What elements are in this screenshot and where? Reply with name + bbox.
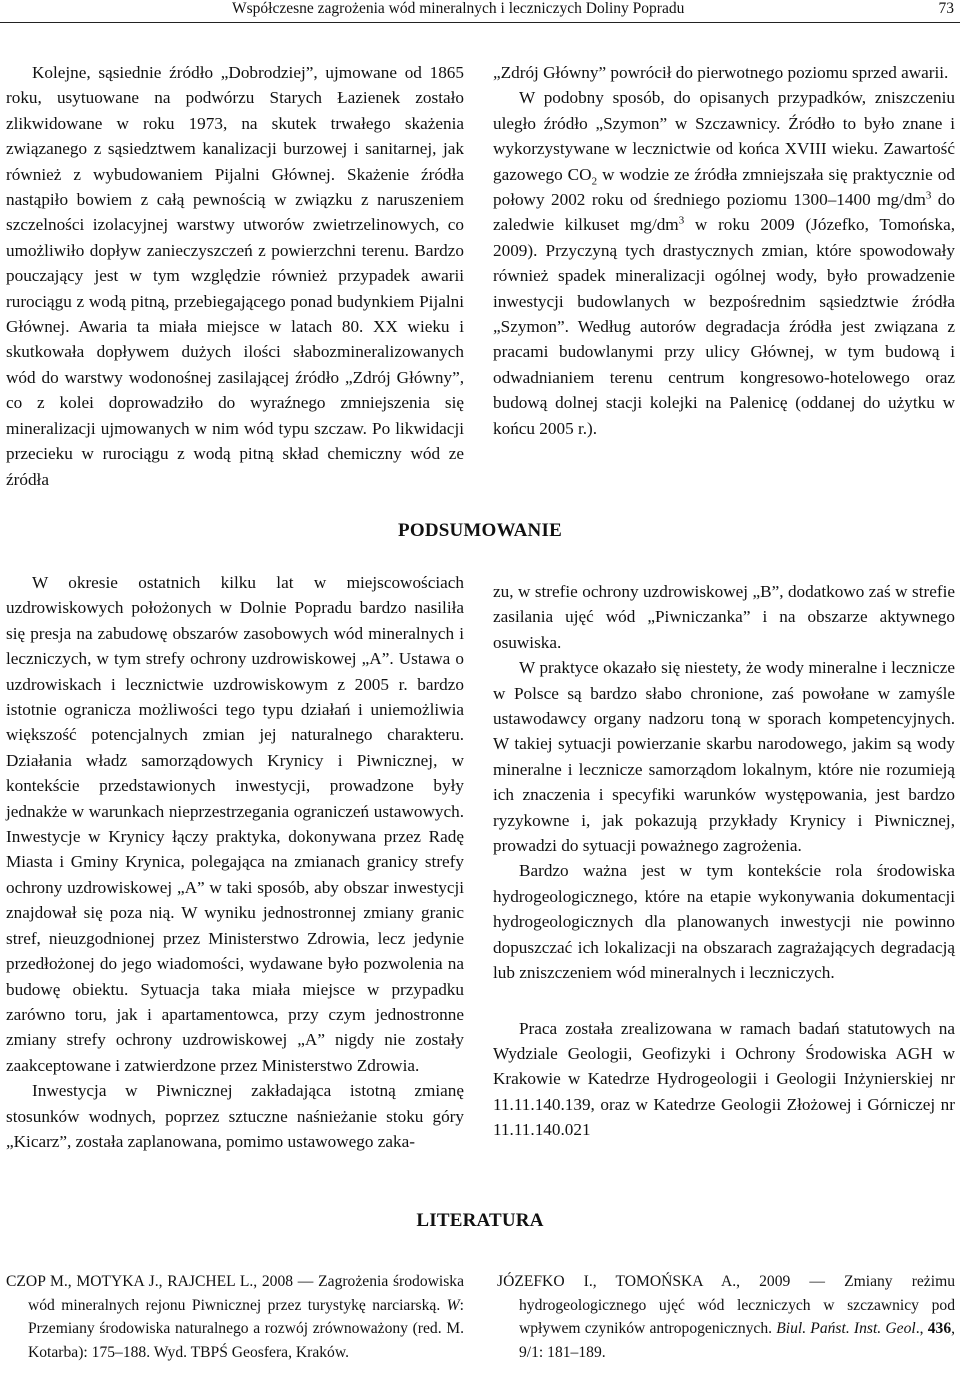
acknowledgement: Praca została zrealizowana w ramach badań statutowych na Wydziale Geologii, Geofizyki i Ochrony Środowiska AGH w Krakowie w Katedrze Hydrogeologii i Geologii Inżynierskiej nr 11.11.140.139, oraz w Katedrze Geologii Złożowej i Górniczej nr 11.11.140.021 (493, 1018, 955, 1140)
paragraph-zdroj-glowny: „Zdrój Główny” powrócił do pierwotnego poziomu sprzed awarii. (493, 63, 949, 82)
upper-left-column (6, 60, 464, 492)
running-header (0, 0, 960, 23)
summary-right-column (493, 579, 955, 1143)
reference-czop: CZOP M., MOTYKA J., RAJCHEL L., 2008 — Zagrożenia środowiska wód mineralnych rejonu Piwnicznej przez turystykę narciarską. W: Przemiany środowiska naturalnego a rozwój zrównoważony (red. M. Kotarba): 175–188. Wyd. TBPŚ Geosfera, Kraków. (6, 1273, 465, 1361)
page-number: 73 (938, 0, 954, 17)
running-title: Współczesne zagrożenia wód mineralnych i leczniczych Doliny Popradu (232, 0, 685, 17)
paragraph-szymon: W podobny sposób, do opisanych przypadków, zniszczeniu uległo źródło „Szymon” w Szczawnicy. Źródło to było znane i wykorzystywane w lecznictwie od końca XVIII wieku. Zawartość gazowego $CO_2$ w wodzie ze źródła zmniejszała się praktycznie od połowy 2002 roku od średniego poziomu 1300–1400 $mg/dm^3$ do zaledwie kilkuset $mg/dm^3$ w roku 2009 (Józefko, Tomońska, 2009). Przyczyną tych drastycznych zmian, które spowodowały również spadek mineralizacji ogólnej wody, było prowadzenie inwestycji budowlanych w bezpośrednim sąsiedztwie źródła „Szymon”. Według autorów degradacja źródła jest związana z pracami budowlanymi przy ulicy Głównej, w tym budową i odwadnianiem terenu centrum kongresowo-hotelowego oraz budową dolnej stacji kolejki na Palenicę (oddanej do użytku w końcu 2005 r.). (493, 88, 956, 438)
paragraph-dobrodziej: Kolejne, sąsiednie źródło „Dobrodziej”, ujmowane od 1865 roku, usytuowane na podwórzu Starych Łazienek zostało zlikwidowane w roku 1973, na skutek trwałego skażenia związanego z sąsiedztwem kanalizacji burzowej i sanitarnej, jak również z wybudowaniem Pijalni Głównej. Skażenie źródła nastąpiło bowiem z całą pewnością w związku z naruszeniem szczelności izolacyjnej warstwy utworów zwietrzelinowych, co umożliwiło dopływ zanieczyszczeń z powierzchni terenu. Bardzo pouczający jest w tym względzie również przypadek awarii rurociągu z wodą pitną, przebiegającego ponad budynkiem Pijalni Głównej. Awaria ta miała miejsce w latach 80. XX wieku i skutkowała dopływem dużych ilości słabozmineralizowanych wód do warstwy wodonośnej zasilającej źródło „Zdrój Główny”, co z kolei doprowadziło do wyraźnego zmniejszenia się mineralizacji ujmowanych w nim wód typu szczaw. Po likwidacji przecieku w rurociągu z wodą pitną skład chemiczny wód ze źródła (6, 63, 464, 489)
upper-right-column (493, 60, 955, 441)
section-title-summary: PODSUMOWANIE (398, 520, 562, 541)
summary-left-column (6, 570, 464, 1154)
summary-paragraph-1: W okresie ostatnich kilku lat w miejscowościach uzdrowiskowych położonych w Dolnie Popradu bardzo nasiliła się presja na zabudowę obszarów zasobowych wód mineralnych i leczniczych, w tym strefy ochrony uzdrowiskowej „A”. Ustawa o uzdrowiskach i lecznictwie uzdrowiskowym z 2005 r. bardzo istotnie ogranicza możliwości tego typu działań i uniemożliwia większość potencjalnych zmian jej naturalnego charakteru. Działania władz samorządowych Krynicy i Piwnicznej, w kontekście przedstawionych inwestycji, prowadzone były jednakże w warunkach nieprzestrzegania ograniczeń ustawowych. Inwestycje w Krynicy łączy praktyka, dokonywana przez Radę Miasta i Gminy Krynica, polegająca na zmianach granicy strefy ochrony uzdrowiskowej „A” w taki sposób, aby obszar inwestycji znajdował się poza nią. W wyniku jednostronnej zmiany granic stref, nieuzgodnionej przez Ministerstwo Zdrowia, lecz jedynie przedłożonej do jego wiadomości, wydawane było pozwolenia na budowę obiektu. Sytuacja taka miała miejsce w przypadku zarówno toru, jak i apartamentowca, przy czym jednostronne zmiany strefy ochrony uzdrowiskowej „A” nigdy nie zostały zaakceptowane i zatwierdzone przez Ministerstwo Zdrowia. (6, 573, 464, 1075)
summary-paragraph-4: W praktyce okazało się niestety, że wody mineralne i lecznicze w Polsce są bardzo słabo chronione, zaś powołane w zamyśle ustawodawcy organy nadzoru toną w sporach kompetencyjnych. W takiej sytuacji powierzanie skarbu narodowego, jakim są wody mineralne i lecznicze samorządom lokalnym, które nie rozumieją ich znaczenia i specyfiki warunków występowania, jest bardzo ryzykowne i, jak pokazują przykłady Krynicy i Piwnicznej, prowadzi do sytuacji poważnego zagrożenia. (493, 658, 955, 856)
summary-paragraph-2: Inwestycja w Piwnicznej zakładająca istotną zmianę stosunków wodnych, poprzez sztuczne naśnieżanie stoku góry „Kicarz”, została zaplanowana, pomimo ustawowego zaka- (6, 1081, 464, 1151)
summary-paragraph-3: zu, w strefie ochrony uzdrowiskowej „B”, dodatkowo zaś w strefie zasilania ujęć wód „Piwniczanka” i na obszarze aktywnego osuwiska. (493, 582, 955, 652)
summary-paragraph-5: Bardzo ważna jest w tym kontekście rola środowiska hydrogeologicznego, które na etapie wykonywania dokumentacji hydrogeologicznych dla planowanych inwestycji nie powinno dopuszczać ich lokalizacji na obszarach zagrażających degradacją lub zniszczeniem wód mineralnych i leczniczych. (493, 861, 955, 983)
section-title-literature: LITERATURA (416, 1210, 544, 1231)
reference-jozefko: JÓZEFKO I., TOMOŃSKA A., 2009 — Zmiany reżimu hydrogeologicznego ujęć wód leczniczych w szczawnicy pod wpływem czyników antropogenicznych. Biul. Państ. Inst. Geol., 436, 9/1: 181–189. (497, 1273, 956, 1361)
